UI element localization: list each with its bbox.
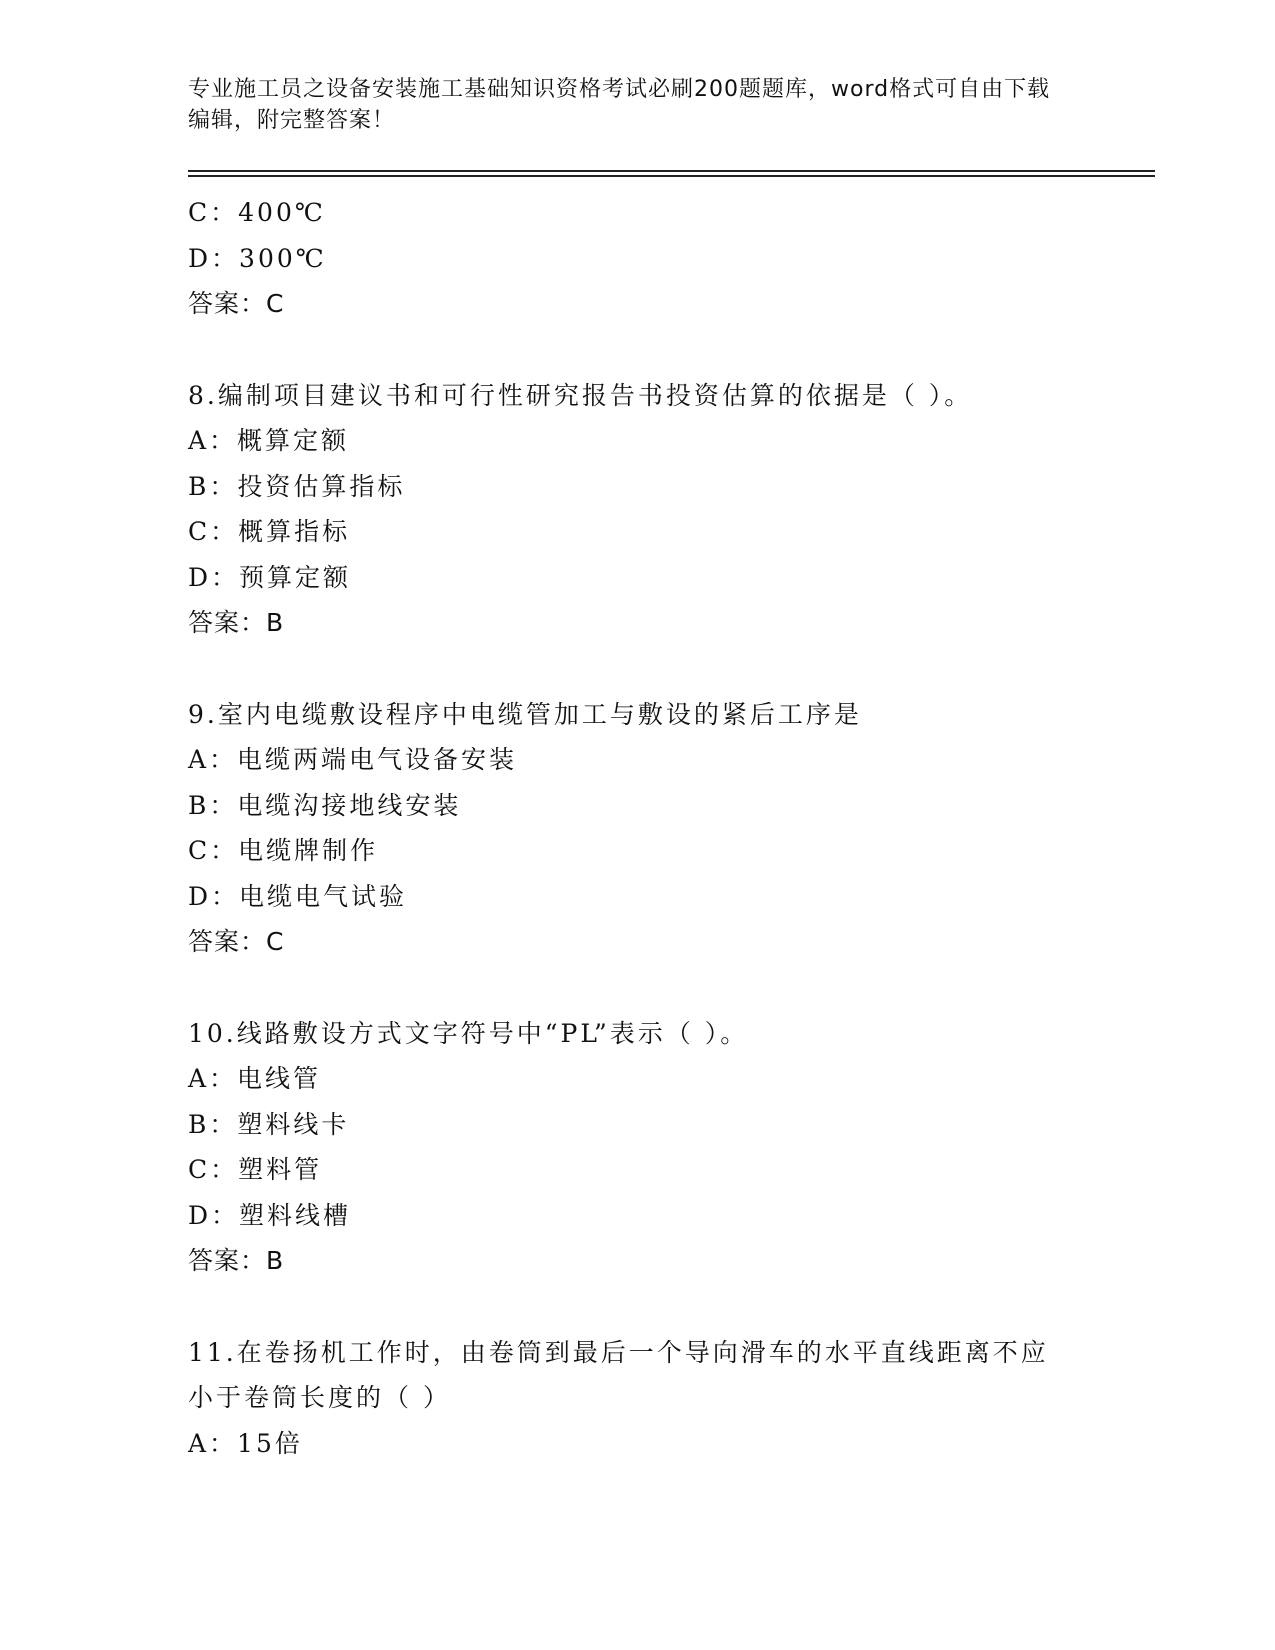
option-d: D：塑料线槽 <box>188 1200 352 1230</box>
option-a: A：电缆两端电气设备安装 <box>188 745 518 774</box>
answer-text: 答案：C <box>188 289 285 318</box>
option-b: B：投资估算指标 <box>188 471 406 501</box>
question-stem: 11.在卷扬机工作时，由卷筒到最后一个导向滑车的水平直线距离不应小于卷筒长度的（ ） <box>188 1337 1049 1412</box>
document-header <box>188 74 1068 136</box>
option-d: D：电缆电气试验 <box>188 881 408 911</box>
question-stem: 8.编制项目建议书和可行性研究报告书投资估算的依据是（ ）。 <box>188 380 973 410</box>
question-stem: 9.室内电缆敷设程序中电缆管加工与敷设的紧后工序是 <box>188 699 862 729</box>
option-c: C：400℃ <box>188 198 326 227</box>
header-title: 专业施工员之设备安装施工基础知识资格考试必刷200题题库，word格式可自由下载编辑，附完整答案！ <box>188 77 1051 133</box>
option-c: C：电缆牌制作 <box>188 836 379 865</box>
option-b: B：电缆沟接地线安装 <box>188 790 462 820</box>
question-list <box>188 190 1108 1466</box>
option-b: B：塑料线卡 <box>188 1109 350 1139</box>
answer-text: 答案：B <box>188 1246 285 1275</box>
option-a: A：电线管 <box>188 1064 322 1093</box>
option-a: A：15倍 <box>188 1428 303 1458</box>
option-d: D：300℃ <box>188 243 327 273</box>
question-stem: 10.线路敷设方式文字符号中“PL”表示（ ）。 <box>188 1018 749 1048</box>
option-a: A：概算定额 <box>188 426 350 455</box>
answer-text: 答案：B <box>188 608 285 637</box>
option-c: C：概算指标 <box>188 517 351 546</box>
header-rule-top <box>188 170 1155 172</box>
answer-text: 答案：C <box>188 927 285 956</box>
option-c: C：塑料管 <box>188 1155 323 1184</box>
header-rule-bottom <box>188 175 1155 177</box>
option-d: D：预算定额 <box>188 562 352 592</box>
